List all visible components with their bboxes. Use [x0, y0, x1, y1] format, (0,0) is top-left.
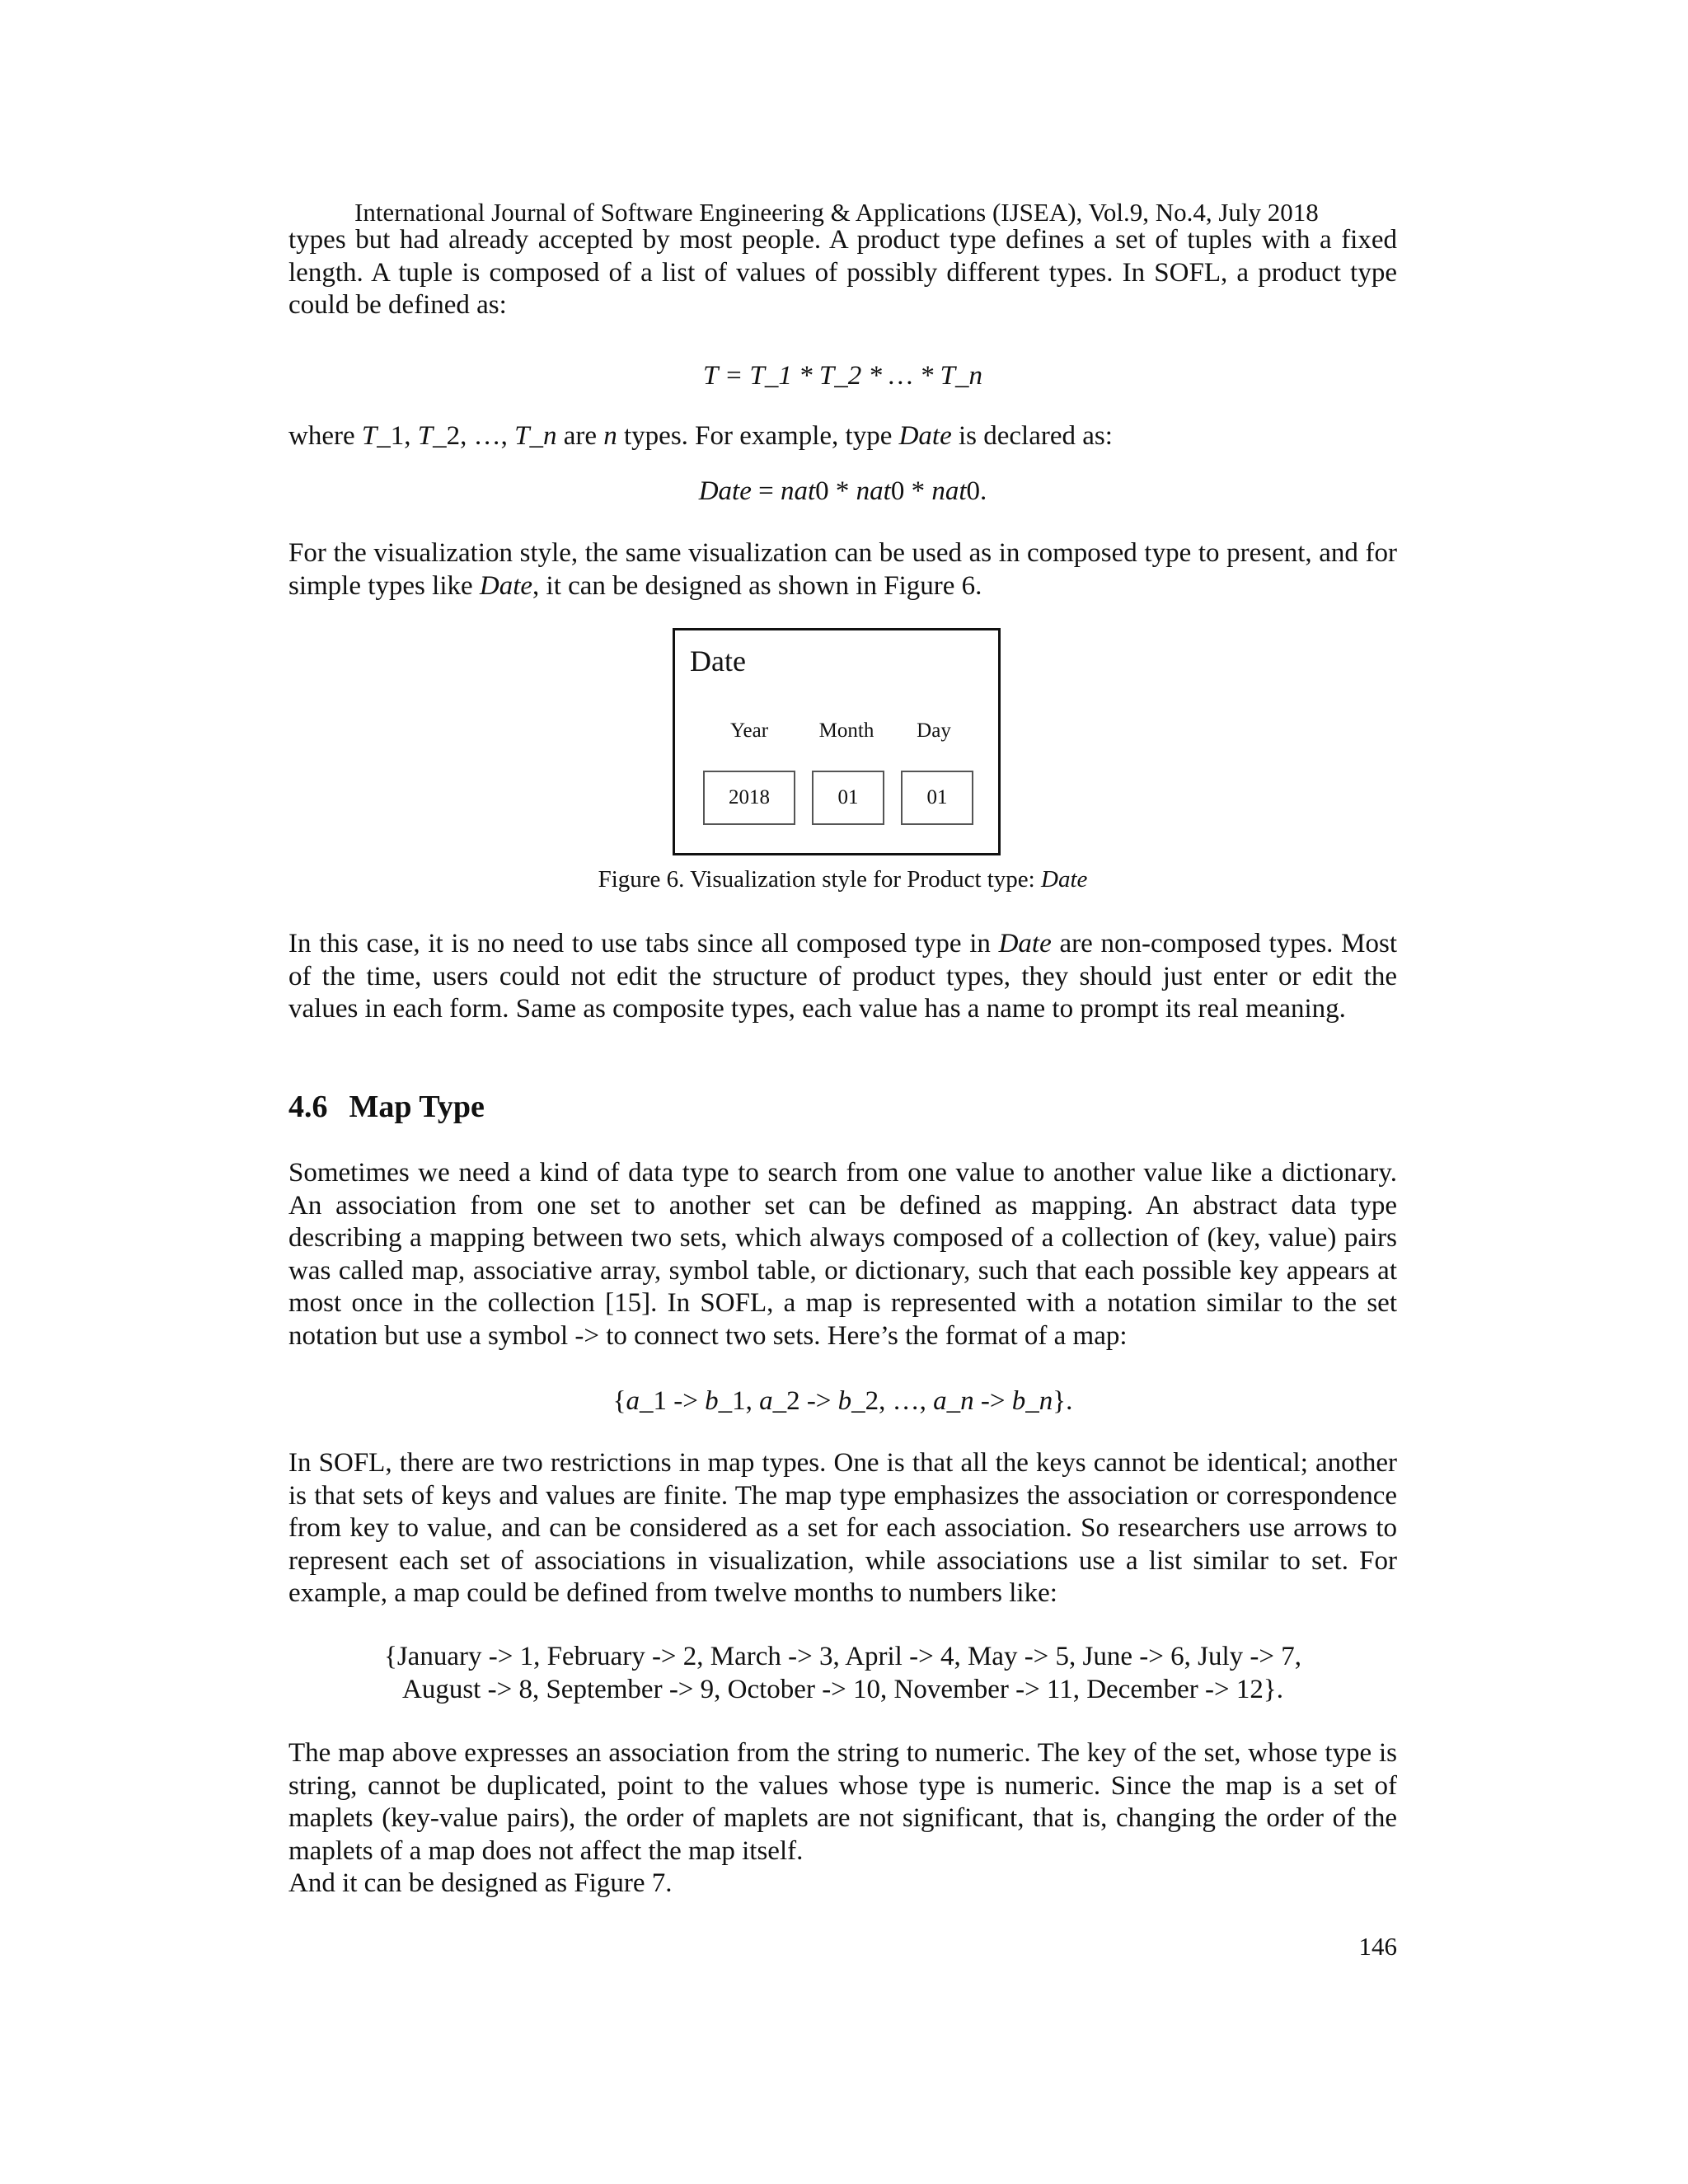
text-run: 0 — [966, 476, 981, 506]
italic-run: Date — [1041, 866, 1088, 893]
italic-run: Date — [698, 476, 752, 506]
text-run: are non-composed types. Most of the time, users could not edit the structure of product types, they should just enter or edit the values in each form. Same as composite types, each value has a name to prompt its real meaning. — [288, 929, 1397, 1024]
text-run: -> — [973, 1386, 1012, 1416]
text-run: Figure 6. Visualization style for Product type: — [598, 866, 1041, 893]
text-run: 0 — [890, 476, 905, 506]
formula-date — [288, 475, 1397, 508]
paragraph-text: The map above expresses an association from the string to numeric. The key of the set, whose type is string, cannot be duplicated, point to the values whose type is numeric. Since the map is a set of maplets (key-value pairs), the order of maplets are not significant, that is, changing the order of the maplets of a map does not affect the map itself. — [288, 1738, 1397, 1866]
formula-text: T = T_1 * T_2 * … * T_n — [703, 361, 982, 391]
section-title: Map Type — [349, 1090, 485, 1124]
section-number: 4.6 — [288, 1090, 328, 1124]
paragraph-visualization-style — [288, 537, 1397, 602]
day-label: Day — [917, 719, 951, 742]
italic-run: T_n — [514, 421, 557, 451]
month-field: 01 — [812, 771, 884, 825]
text-run: * — [904, 476, 932, 506]
text-run: _2, …, — [851, 1386, 934, 1416]
text-run: 0 — [815, 476, 829, 506]
paragraph-no-tabs — [288, 928, 1397, 1026]
italic-run: nat — [931, 476, 967, 506]
paragraph-text: Sometimes we need a kind of data type to search from one value to another value like a dictionary. An association from one set to another set can be defined as mapping. An abstract data type describing a mapping between two sets, which always composed of a collection of (key, value) pairs was called map, associative array, symbol table, or dictionary, such that each possible key appears at most once in the collection [15]. In SOFL, a map is represented with a notation similar to the set notation but use a symbol -> to connect two sets. Here’s the format of a map: — [288, 1158, 1397, 1351]
italic-run: a_n — [933, 1386, 974, 1416]
italic-run: a — [626, 1386, 640, 1416]
day-field: 01 — [901, 771, 973, 825]
text-run: _2 -> — [772, 1386, 838, 1416]
text-run: , it can be designed as shown in Figure 6. — [532, 570, 982, 601]
paragraph-map-explanation — [288, 1737, 1397, 1868]
journal-header: International Journal of Software Engineering & Applications (IJSEA), Vol.9, No.4, July 2018 — [354, 198, 1319, 227]
figure-6-date-widget — [673, 628, 1001, 855]
example-map-line-1: {January -> 1, February -> 2, March -> 3, April -> 4, May -> 5, June -> 6, July -> 7, — [384, 1642, 1301, 1671]
year-field: 2018 — [703, 771, 795, 825]
italic-run: T — [361, 421, 377, 451]
text-run: _1, — [377, 421, 418, 451]
text-run: is declared as: — [951, 421, 1113, 451]
paragraph-where — [288, 420, 1397, 453]
italic-run: Date — [998, 929, 1052, 958]
year-label: Year — [729, 719, 769, 742]
formula-map — [288, 1385, 1397, 1418]
paragraph-text: And it can be designed as Figure 7. — [288, 1868, 673, 1898]
paragraph-text: types but had already accepted by most people. A product type defines a set of tuples with a fixed length. A tuple is composed of a list of values of possibly different types. In SOFL, a product type could be defined as: — [288, 225, 1397, 320]
italic-run: Date — [898, 421, 952, 451]
italic-run: a — [759, 1386, 773, 1416]
figure-6-caption — [288, 863, 1397, 896]
text-run: { — [612, 1386, 626, 1416]
formula-product-type — [288, 359, 1397, 392]
italic-run: b — [705, 1386, 719, 1416]
text-run: . — [980, 476, 987, 506]
text-run: where — [288, 421, 362, 451]
text-run: }. — [1053, 1386, 1073, 1416]
page-number: 146 — [1358, 1932, 1397, 1961]
paragraph-map-intro — [288, 1157, 1397, 1352]
text-run: _1 -> — [639, 1386, 706, 1416]
figure-title: Date — [690, 644, 746, 677]
italic-run: T — [417, 421, 434, 451]
text-run: In this case, it is no need to use tabs since all composed type in — [288, 929, 999, 958]
text-run: are — [556, 421, 604, 451]
text-run: = — [751, 476, 781, 506]
example-map-line-2: August -> 8, September -> 9, October -> 10, November -> 11, December -> 12}. — [402, 1675, 1283, 1704]
paragraph-text: In SOFL, there are two restrictions in map types. One is that all the keys cannot be identical; another is that sets of keys and values are finite. The map type emphasizes the association or correspondence from key to value, and can be considered as a set for each association. So researchers use arrows to represent each set of associations in visualization, while associations use a list similar to set. For example, a map could be defined from twelve months to numbers like: — [288, 1448, 1397, 1608]
italic-run: b — [837, 1386, 852, 1416]
text-run: _2, …, — [433, 421, 515, 451]
text-run: types. For example, type — [617, 421, 899, 451]
text-run: * — [828, 476, 856, 506]
paragraph-figure-7-ref — [288, 1868, 1397, 1900]
italic-run: b_n — [1011, 1386, 1053, 1416]
italic-run: nat — [856, 476, 891, 506]
month-label: Month — [818, 719, 874, 742]
text-run: For the visualization style, the same visualization can be used as in composed type to present, and for simple types like — [288, 538, 1397, 601]
italic-run: n — [603, 421, 617, 451]
paragraph-map-restrictions — [288, 1447, 1397, 1610]
italic-run: Date — [479, 570, 533, 601]
italic-run: nat — [781, 476, 816, 506]
paragraph-product-type-intro — [288, 224, 1397, 322]
section-heading — [288, 1088, 485, 1126]
text-run: _1, — [718, 1386, 760, 1416]
